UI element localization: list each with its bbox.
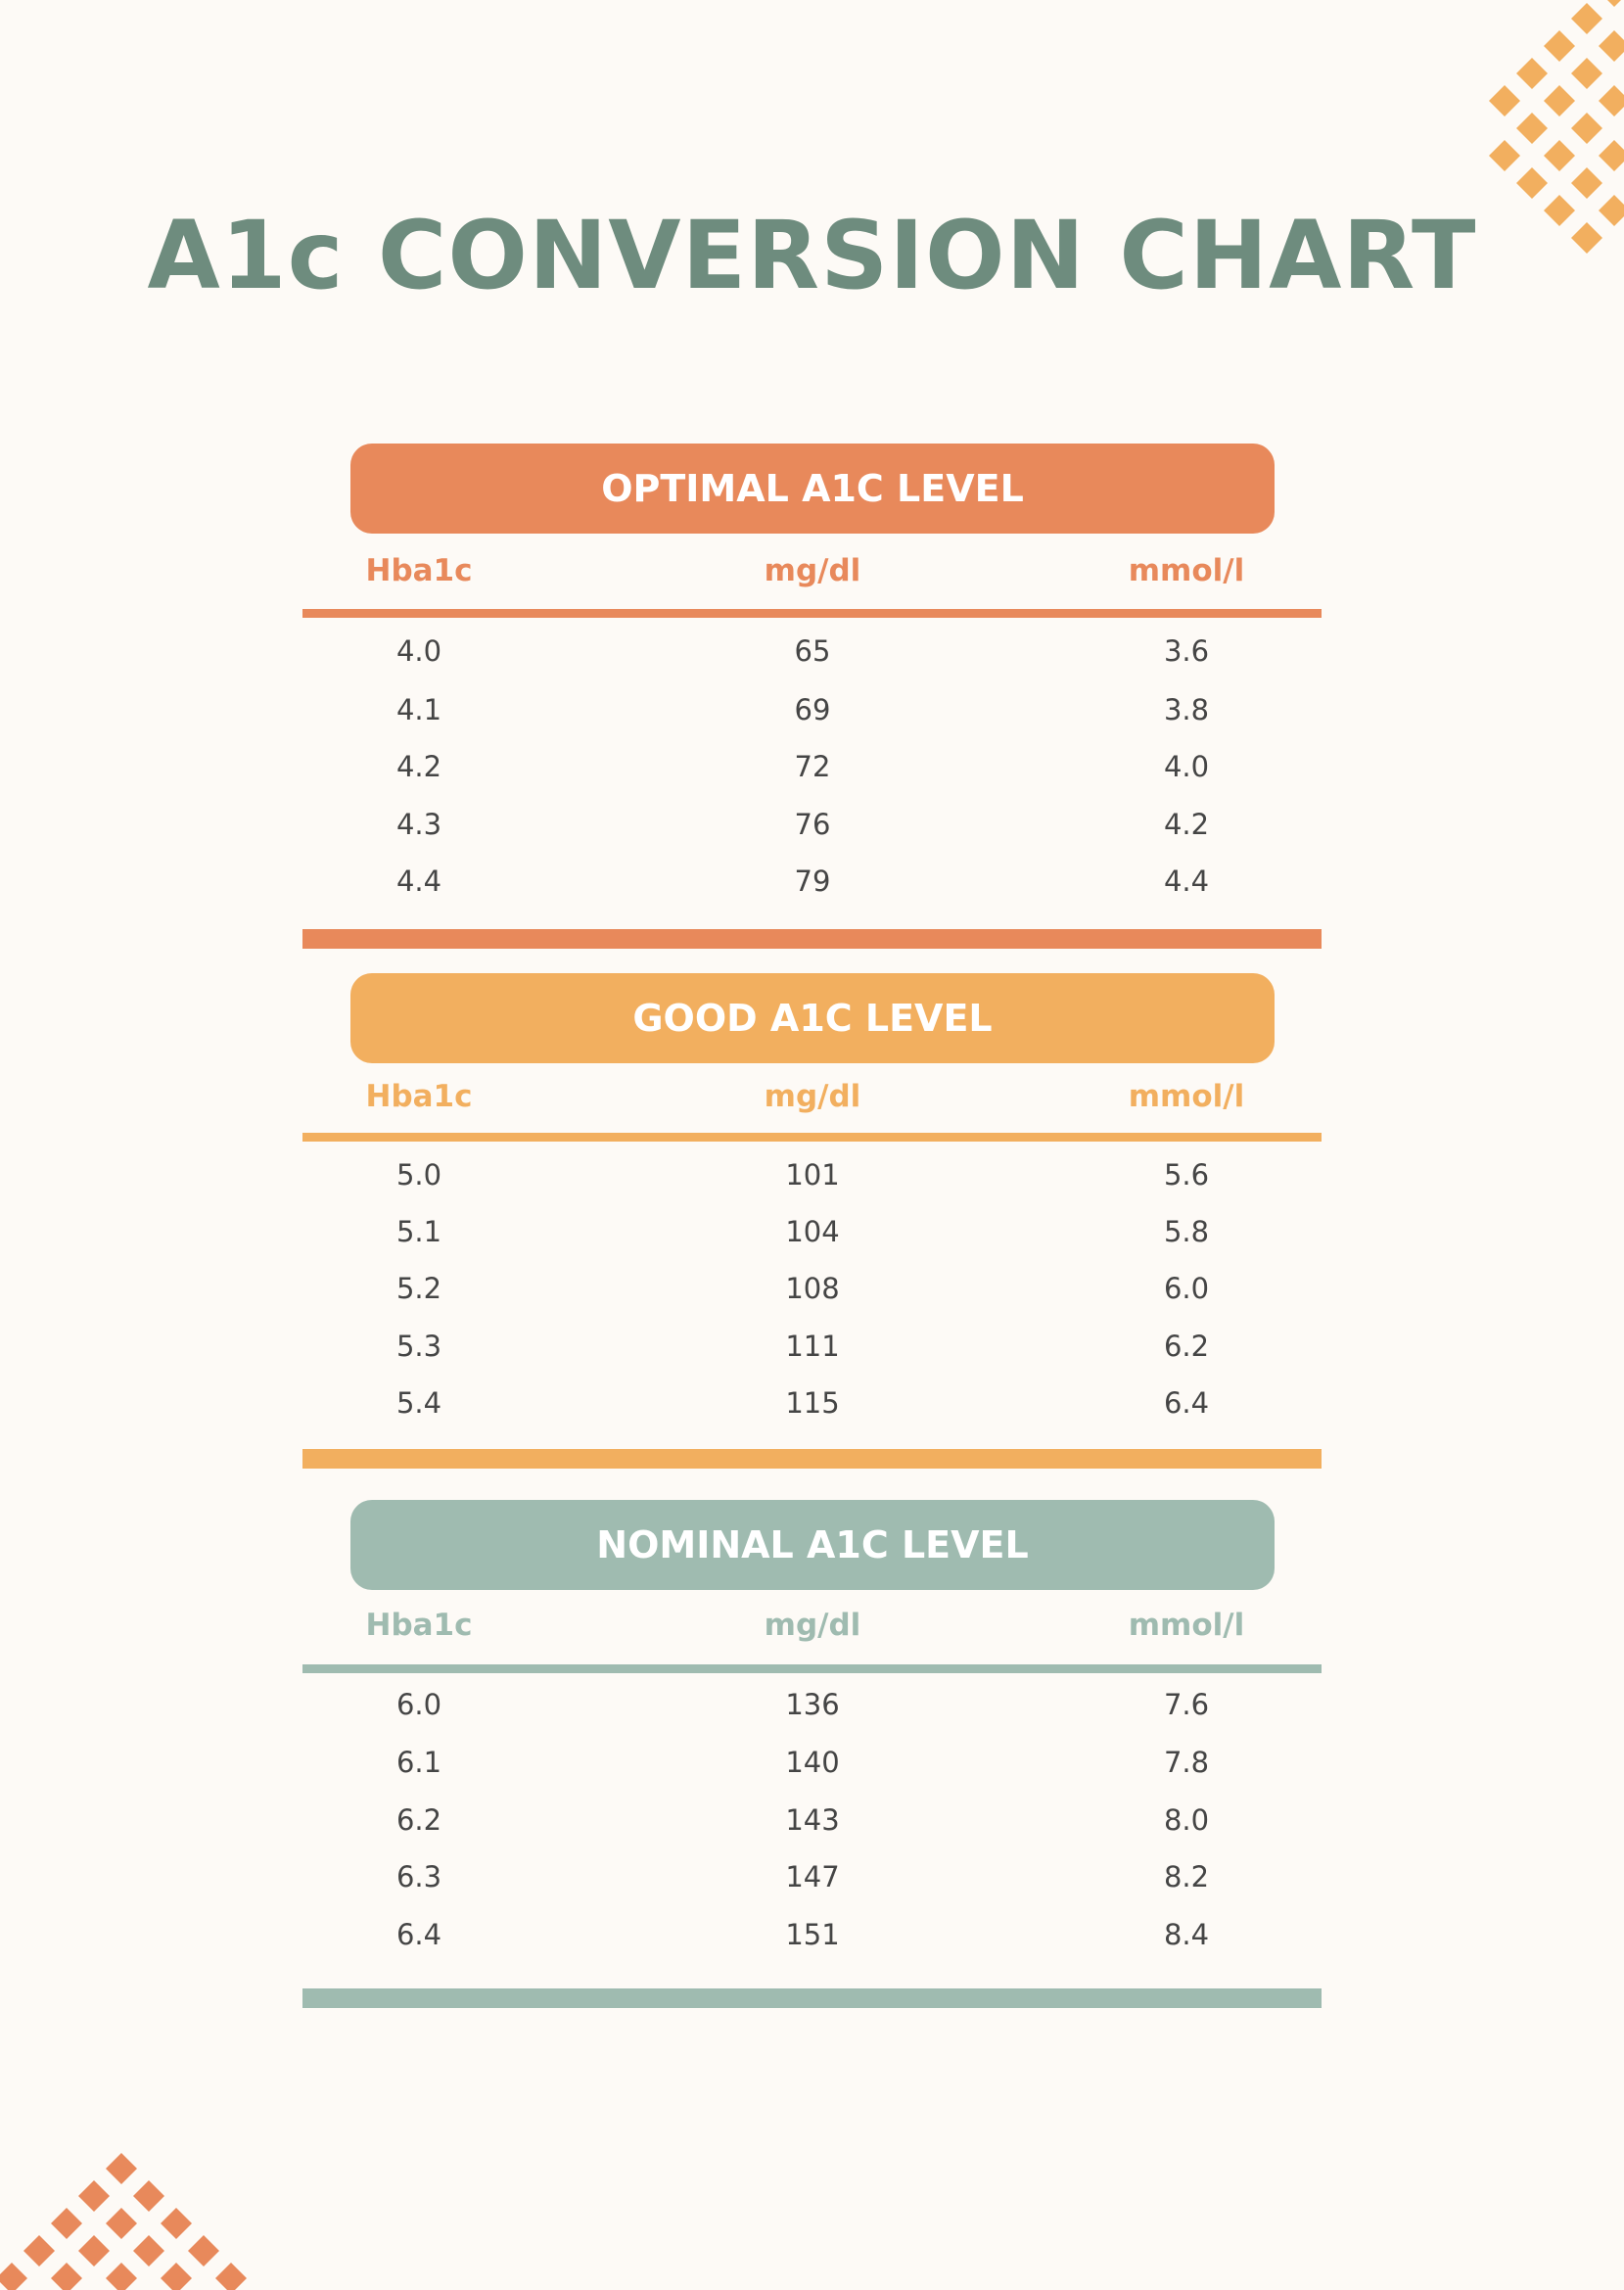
- table-cell: 4.4: [395, 865, 442, 898]
- table-row: [302, 1918, 1322, 1957]
- diamond-shape: [215, 2263, 247, 2290]
- column-header-row: [302, 1608, 1322, 1647]
- diamond-shape: [1571, 113, 1602, 144]
- section-banner-nominal: NOMINAL A1C LEVEL: [350, 1500, 1275, 1590]
- table-cell: 6.2: [395, 1803, 442, 1837]
- diamond-shape: [1516, 58, 1548, 89]
- diamond-shape: [161, 2208, 192, 2239]
- table-row: [302, 1386, 1322, 1425]
- table-cell: 8.4: [1163, 1918, 1210, 1951]
- column-header: mmol/l: [1128, 553, 1245, 588]
- header-divider: [302, 1664, 1322, 1673]
- diamond-shape: [51, 2263, 82, 2290]
- table-cell: 5.6: [1163, 1158, 1210, 1192]
- diamond-shape: [78, 2235, 110, 2267]
- diamond-shape: [1544, 30, 1575, 62]
- table-row: [302, 1215, 1322, 1254]
- column-header: mg/dl: [764, 1079, 861, 1114]
- table-cell: 6.4: [395, 1918, 442, 1951]
- table-cell: 115: [785, 1386, 840, 1420]
- column-header-row: [302, 1079, 1322, 1118]
- diamond-shape: [1599, 0, 1624, 7]
- table-cell: 6.3: [395, 1860, 442, 1893]
- diamond-shape: [1599, 85, 1624, 117]
- column-header: mmol/l: [1128, 1079, 1245, 1114]
- table-cell: 6.2: [1163, 1330, 1210, 1363]
- column-header: Hba1c: [365, 553, 473, 588]
- table-cell: 8.2: [1163, 1860, 1210, 1893]
- header-divider: [302, 609, 1322, 618]
- table-cell: 4.2: [1163, 808, 1210, 841]
- table-cell: 6.0: [395, 1688, 442, 1721]
- table-row: [302, 634, 1322, 674]
- table-cell: 6.4: [1163, 1386, 1210, 1420]
- diamond-shape: [1516, 167, 1548, 199]
- diamond-shape: [1516, 113, 1548, 144]
- table-cell: 76: [794, 808, 831, 841]
- diamond-shape: [133, 2235, 164, 2267]
- diamond-shape: [188, 2235, 219, 2267]
- column-header: mg/dl: [764, 553, 861, 588]
- diamond-shape: [1544, 85, 1575, 117]
- table-row: [302, 808, 1322, 847]
- section-footer-bar: [302, 1988, 1322, 2008]
- diamond-shape: [78, 2180, 110, 2212]
- table-cell: 3.8: [1163, 693, 1210, 726]
- table-cell: 7.8: [1163, 1746, 1210, 1779]
- header-divider: [302, 1133, 1322, 1142]
- column-header: mmol/l: [1128, 1608, 1245, 1643]
- column-header: Hba1c: [365, 1608, 473, 1643]
- diamond-shape: [1489, 140, 1520, 171]
- table-row: [302, 1860, 1322, 1899]
- table-row: [302, 1272, 1322, 1311]
- diamond-shape: [106, 2208, 137, 2239]
- diamond-shape: [1571, 167, 1602, 199]
- table-cell: 5.0: [395, 1158, 442, 1192]
- diamond-shape: [23, 2235, 55, 2267]
- table-cell: 101: [785, 1158, 840, 1192]
- table-cell: 6.0: [1163, 1272, 1210, 1305]
- table-cell: 65: [794, 634, 831, 668]
- diamond-shape: [1544, 140, 1575, 171]
- column-header-row: [302, 553, 1322, 592]
- column-header: mg/dl: [764, 1608, 861, 1643]
- diamond-shape: [161, 2263, 192, 2290]
- table-cell: 140: [785, 1746, 840, 1779]
- table-cell: 108: [785, 1272, 840, 1305]
- diamond-shape: [0, 2263, 27, 2290]
- section-banner-optimal: OPTIMAL A1C LEVEL: [350, 444, 1275, 534]
- table-cell: 4.3: [395, 808, 442, 841]
- diamond-shape: [1599, 30, 1624, 62]
- table-cell: 5.3: [395, 1330, 442, 1363]
- table-cell: 4.4: [1163, 865, 1210, 898]
- table-cell: 4.0: [395, 634, 442, 668]
- table-cell: 4.1: [395, 693, 442, 726]
- diamond-shape: [51, 2208, 82, 2239]
- table-row: [302, 750, 1322, 789]
- table-cell: 3.6: [1163, 634, 1210, 668]
- diamond-shape: [1599, 140, 1624, 171]
- table-cell: 69: [794, 693, 831, 726]
- diamond-shape: [106, 2153, 137, 2184]
- table-cell: 111: [785, 1330, 840, 1363]
- table-cell: 143: [785, 1803, 840, 1837]
- section-footer-bar: [302, 1449, 1322, 1469]
- table-row: [302, 1330, 1322, 1369]
- diamond-shape: [133, 2180, 164, 2212]
- table-cell: 151: [785, 1918, 840, 1951]
- diamond-shape: [1571, 3, 1602, 34]
- table-cell: 147: [785, 1860, 840, 1893]
- table-cell: 104: [785, 1215, 840, 1248]
- diamond-shape: [1489, 85, 1520, 117]
- table-cell: 72: [794, 750, 831, 783]
- table-row: [302, 1803, 1322, 1843]
- table-row: [302, 1158, 1322, 1197]
- table-cell: 4.2: [395, 750, 442, 783]
- table-cell: 5.4: [395, 1386, 442, 1420]
- table-row: [302, 865, 1322, 904]
- table-row: [302, 693, 1322, 732]
- table-row: [302, 1688, 1322, 1727]
- table-cell: 6.1: [395, 1746, 442, 1779]
- section-footer-bar: [302, 929, 1322, 949]
- table-cell: 4.0: [1163, 750, 1210, 783]
- table-cell: 136: [785, 1688, 840, 1721]
- table-row: [302, 1746, 1322, 1785]
- table-cell: 5.8: [1163, 1215, 1210, 1248]
- diamond-shape: [106, 2263, 137, 2290]
- table-cell: 5.1: [395, 1215, 442, 1248]
- page-title: A1c CONVERSION CHART: [147, 201, 1477, 310]
- table-cell: 5.2: [395, 1272, 442, 1305]
- section-banner-good: GOOD A1C LEVEL: [350, 973, 1275, 1063]
- diamond-shape: [1571, 58, 1602, 89]
- table-cell: 7.6: [1163, 1688, 1210, 1721]
- column-header: Hba1c: [365, 1079, 473, 1114]
- table-cell: 8.0: [1163, 1803, 1210, 1837]
- table-cell: 79: [794, 865, 831, 898]
